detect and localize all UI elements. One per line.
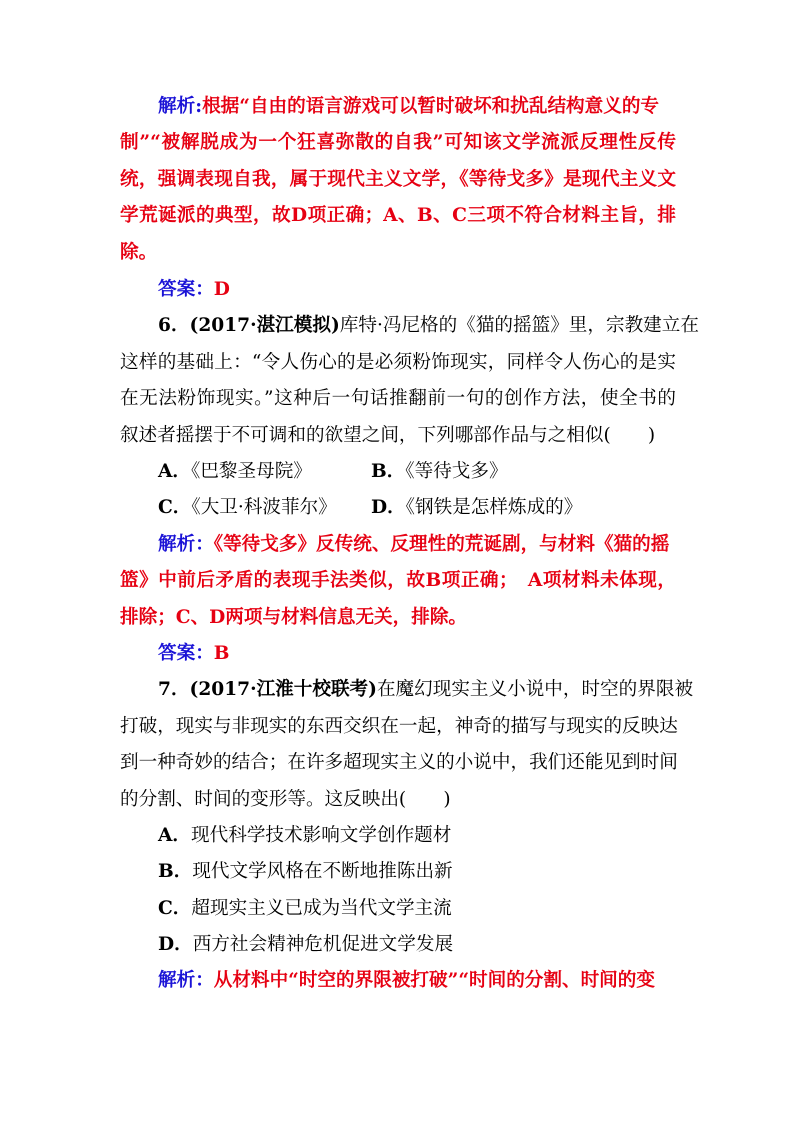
q6-option-a-text: 《巴黎圣母院》 (191, 461, 312, 482)
q7-option-a-letter: A． (158, 825, 192, 846)
q7-stem-text-1: 在魔幻现实主义小说中，时空的界限被 (376, 679, 694, 700)
q5-analysis-line-5: 除。 (120, 242, 158, 263)
q7-analysis-line-1 (158, 963, 676, 999)
q6-stem-line-2: 这样的基础上：“令人伤心的是必须粉饰现实，同样令人伤心的是实 (120, 352, 676, 373)
q7-stem-line-4: 的分割、时间的变形等。这反映出( ) (120, 789, 451, 810)
q6-stem-line-4: 叙述者摇摆于不可调和的欲望之间，下列哪部作品与之相似( ) (120, 425, 656, 446)
q5-analysis-text-1: 根据“自由的语言游戏可以暂时破坏和扰乱结构意义的专 (202, 96, 660, 117)
q5-analysis-line-4: 学荒诞派的典型，故D项正确；A、B、C三项不符合材料主旨，排 (120, 205, 676, 226)
q5-analysis-line-3: 统，强调表现自我，属于现代主义文学，《等待戈多》是现代主义文 (120, 169, 676, 190)
q6-number: 6． (158, 315, 190, 336)
q5-analysis-line-2: 制”“被解脱成为一个狂喜弥散的自我”可知该文学流派反理性反传 (120, 132, 676, 153)
q7-option-b-text: 现代文学风格在不断地推陈出新 (192, 861, 453, 882)
q6-analysis-line-1 (158, 527, 676, 563)
q6-stem-text-1: 库特·冯尼格的《猫的摇篮》里，宗教建立在 (339, 315, 699, 336)
q5-answer-value: D (213, 279, 230, 300)
q6-analysis-text-1: 《等待戈多》反传统、反理性的荒诞剧，与材料《猫的摇 (213, 534, 670, 555)
q6-option-d-text: 《钢铁是怎样炼成的》 (405, 497, 583, 518)
q6-option-b-letter: B． (371, 461, 406, 482)
q7-stem-line-1 (158, 672, 694, 708)
q6-source: (2017·湛江模拟) (189, 315, 340, 336)
q7-stem-line-2: 打破，现实与非现实的东西交织在一起，神奇的描写与现实的反映达 (120, 716, 678, 737)
q6-analysis-label: 解析： (158, 534, 214, 555)
q7-source: (2017·江淮十校联考) (189, 679, 377, 700)
q7-option-d-letter: D． (158, 934, 193, 955)
q6-analysis-line-2: 篮》中前后矛盾的表现手法类似，故B项正确； A项材料未体现， (120, 570, 676, 591)
q6-answer-value: B (213, 643, 230, 664)
q7-analysis-label: 解析： (158, 970, 214, 991)
q6-option-d (371, 490, 582, 526)
q7-stem-line-3: 到一种奇妙的结合；在许多超现实主义的小说中，我们还能见到时间 (120, 752, 678, 773)
q7-number: 7． (158, 679, 190, 700)
q7-option-c-letter: C． (158, 898, 192, 919)
q7-option-d-text: 西方社会精神危机促进文学发展 (192, 934, 454, 955)
q7-option-b-letter: B． (158, 861, 193, 882)
q7-analysis-text-1: 从材料中“时空的界限被打破”“时间的分割、时间的变 (213, 970, 655, 991)
q6-answer (158, 636, 230, 672)
q7-option-b (158, 854, 453, 890)
q6-option-c-text: 《大卫·科波菲尔》 (191, 497, 337, 518)
q7-option-a (158, 818, 451, 854)
q6-option-d-letter: D． (371, 497, 406, 518)
q5-answer-label: 答案： (158, 279, 214, 300)
q7-option-c-text: 超现实主义已成为当代文学主流 (191, 898, 452, 919)
q7-option-c (158, 891, 452, 927)
q5-analysis-line-1 (158, 89, 676, 125)
q6-option-b (371, 454, 508, 490)
q6-analysis-line-3: 排除；C、D两项与材料信息无关，排除。 (120, 607, 468, 628)
q6-answer-label: 答案： (158, 643, 214, 664)
q6-stem-line-3: 在无法粉饰现实。”这种后一句话推翻前一句的创作方法，使全书的 (120, 388, 676, 409)
q7-option-a-text: 现代科学技术影响文学创作题材 (191, 825, 452, 846)
q5-analysis-label: 解析: (158, 96, 203, 117)
q5-answer (158, 272, 230, 308)
q6-option-a (158, 454, 312, 490)
q6-option-c (158, 490, 337, 526)
q6-stem-line-1 (158, 308, 699, 344)
q7-option-d (158, 927, 453, 963)
q6-option-a-letter: A． (158, 461, 192, 482)
q6-option-b-text: 《等待戈多》 (405, 461, 508, 482)
q6-option-c-letter: C． (158, 497, 192, 518)
